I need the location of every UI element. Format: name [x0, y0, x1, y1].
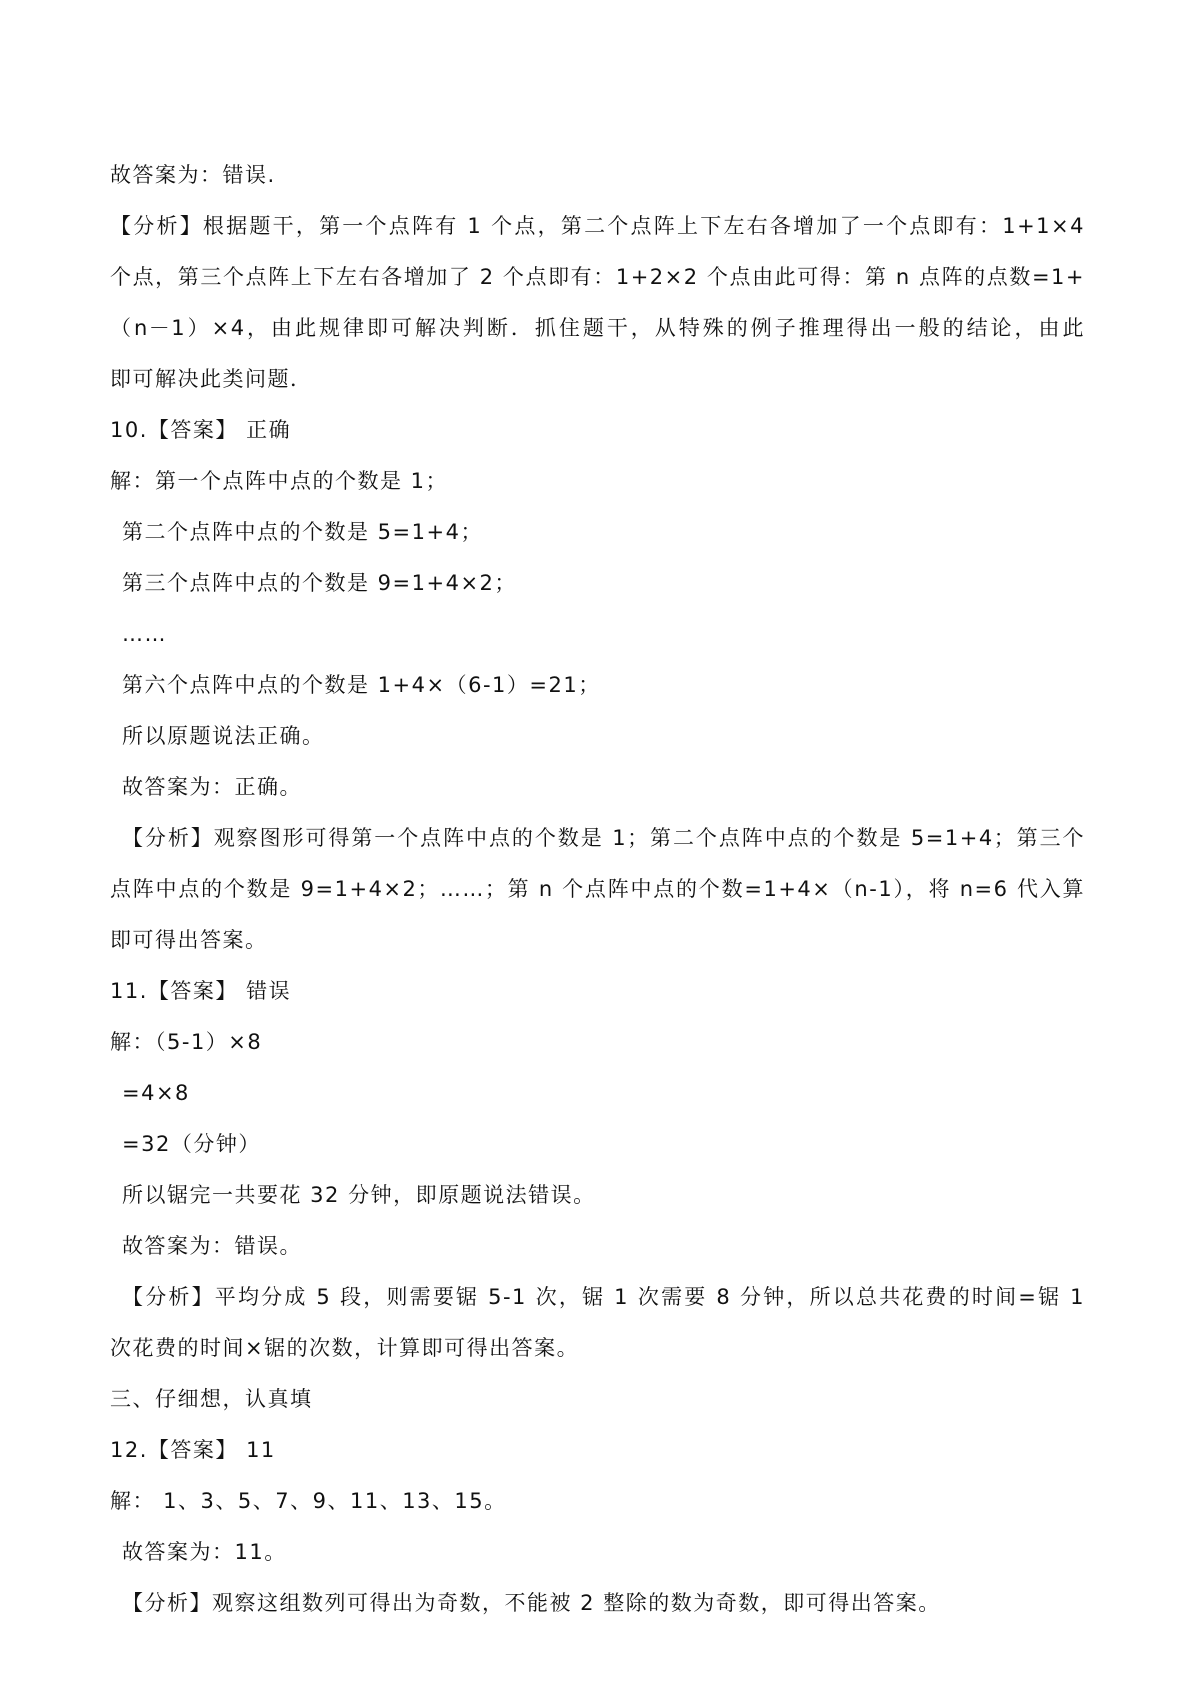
conclusion-line: 所以锯完一共要花 32 分钟，即原题说法错误。 [122, 1183, 596, 1207]
analysis-paragraph-line: 个点，第三个点阵上下左右各增加了 2 个点即有：1+2×2 个点由此可得：第 n 点阵的点数=1+ [110, 265, 1085, 289]
final-answer-line: 故答案为：错误。 [122, 1234, 302, 1258]
solution-line: 第三个点阵中点的个数是 9=1+4×2； [122, 571, 517, 595]
text-line: 故答案为：错误. [110, 163, 276, 187]
analysis-paragraph-line: 【分析】根据题干，第一个点阵有 1 个点，第二个点阵上下左右各增加了一个点即有：1+1×4 [110, 214, 1085, 238]
analysis-paragraph-line: （n－1）×4，由此规律即可解决判断．抓住题干，从特殊的例子推理得出一般的结论，由此 [110, 316, 1085, 340]
solution-line: 第六个点阵中点的个数是 1+4×（6-1）=21； [122, 673, 601, 697]
final-answer-line: 故答案为：11。 [122, 1540, 287, 1564]
solution-line: 解：第一个点阵中点的个数是 1； [110, 469, 449, 493]
solution-line: 解：（5-1）×8 [110, 1030, 263, 1054]
solution-line: =4×8 [122, 1081, 190, 1105]
analysis-paragraph-line: 【分析】平均分成 5 段，则需要锯 5-1 次，锯 1 次需要 8 分钟，所以总共花费的时间=锯 1 [122, 1285, 1085, 1309]
analysis-paragraph-line: 次花费的时间×锯的次数，计算即可得出答案。 [110, 1336, 580, 1360]
ellipsis-line: …… [122, 622, 167, 646]
final-answer-line: 故答案为：正确。 [122, 775, 302, 799]
question-12-answer-heading: 12.【答案】 11 [110, 1438, 276, 1462]
answer-document [110, 150, 1085, 1629]
analysis-paragraph-line: 点阵中点的个数是 9=1+4×2；……；第 n 个点阵中点的个数=1+4×（n-1），将 n=6 代入算 [110, 877, 1085, 901]
solution-line: 第二个点阵中点的个数是 5=1+4； [122, 520, 483, 544]
conclusion-line: 所以原题说法正确。 [122, 724, 325, 748]
analysis-paragraph-line: 即可得出答案。 [110, 928, 268, 952]
question-11-answer-heading: 11.【答案】 错误 [110, 979, 292, 1003]
solution-line: =32（分钟） [122, 1132, 261, 1156]
solution-line: 解： 1、3、5、7、9、11、13、15。 [110, 1489, 507, 1513]
analysis-line: 【分析】观察这组数列可得出为奇数，不能被 2 整除的数为奇数，即可得出答案。 [122, 1591, 941, 1615]
section-heading: 三、仔细想，认真填 [110, 1387, 313, 1411]
question-10-answer-heading: 10.【答案】 正确 [110, 418, 292, 442]
analysis-paragraph-line: 【分析】观察图形可得第一个点阵中点的个数是 1；第二个点阵中点的个数是 5=1+4；第三个 [122, 826, 1085, 850]
analysis-paragraph-line: 即可解决此类问题． [110, 367, 313, 391]
